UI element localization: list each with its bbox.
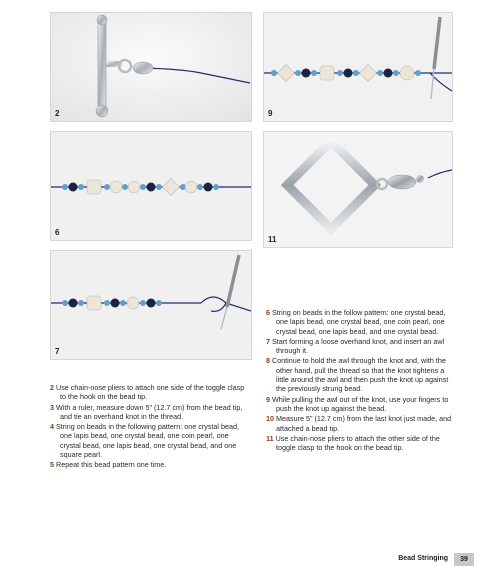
instructions-left [50, 383, 250, 471]
step-photo-7 [50, 250, 252, 360]
step-photo-11 [263, 131, 453, 248]
photo-6-number: 6 [55, 228, 60, 237]
step-number: 5 [50, 460, 54, 470]
photo-2-number: 2 [55, 109, 60, 118]
step-photo-6 [50, 131, 252, 241]
step-number: 10 [266, 414, 274, 424]
step-number: 2 [50, 383, 54, 392]
step-item [266, 395, 454, 414]
step-number: 7 [266, 336, 270, 346]
step-item [266, 356, 454, 393]
step-photo-2 [50, 12, 252, 122]
step-text: String on beads in the follow pattern: one crystal bead, one lapis bead, one crystal bead, one coin pearl, one crystal bead, one lapis bead, and one crystal bead. [272, 308, 446, 336]
photo-2-image [51, 13, 251, 121]
photo-11-image [264, 132, 452, 247]
photo-6-image [51, 132, 251, 240]
step-number: 3 [50, 402, 54, 412]
step-item [50, 460, 250, 469]
step-text: While pulling the awl out of the knot, use your fingers to push the knot up against the bead. [272, 394, 449, 413]
step-item [50, 403, 250, 422]
step-item [50, 422, 250, 459]
photo-11-number: 11 [268, 235, 277, 244]
step-item [50, 383, 250, 402]
step-photo-9 [263, 12, 453, 122]
step-number: 6 [266, 308, 270, 317]
step-item [266, 337, 454, 356]
page-number: 39 [454, 553, 474, 566]
photo-9-number: 9 [268, 109, 273, 118]
step-number: 8 [266, 356, 270, 366]
step-text: With a ruler, measure down 5" (12.7 cm) from the bead tip, and tie an overhand knot in the thread. [56, 402, 243, 421]
photo-7-number: 7 [55, 347, 60, 356]
step-text: Measure 5" (12.7 cm) from the last knot just made, and attached a bead tip. [276, 414, 452, 433]
step-text: String on beads in the following pattern: one crystal bead, one lapis bead, one crystal bead, one coin pearl, one crystal bead, one lapis bead, one crystal bead, and one square pearl. [56, 422, 239, 460]
photo-9-image [264, 13, 452, 121]
running-title: Bead Stringing [398, 555, 448, 562]
step-number: 11 [266, 433, 274, 443]
step-number: 9 [266, 394, 270, 404]
step-item [266, 414, 454, 433]
instructions-right [266, 308, 454, 453]
step-number: 4 [50, 422, 54, 432]
step-item [266, 434, 454, 453]
step-text: Use chain-nose pliers to attach the other side of the toggle clasp to the hook on the bead tip. [275, 433, 440, 453]
step-item [266, 308, 454, 336]
step-text: Start forming a loose overhand knot, and insert an awl through it. [272, 336, 445, 356]
step-text: Repeat this bead pattern one time. [56, 460, 167, 470]
step-text: Continue to hold the awl through the knot and, with the other hand, pull the thread so that the knot tightens a little around the awl and then push the knot up against the previously strung bead. [272, 356, 449, 394]
page-footer [0, 553, 500, 567]
step-text: Use chain-nose pliers to attach one side of the toggle clasp to the hook on the bead tip. [56, 383, 245, 402]
photo-7-image [51, 251, 251, 359]
